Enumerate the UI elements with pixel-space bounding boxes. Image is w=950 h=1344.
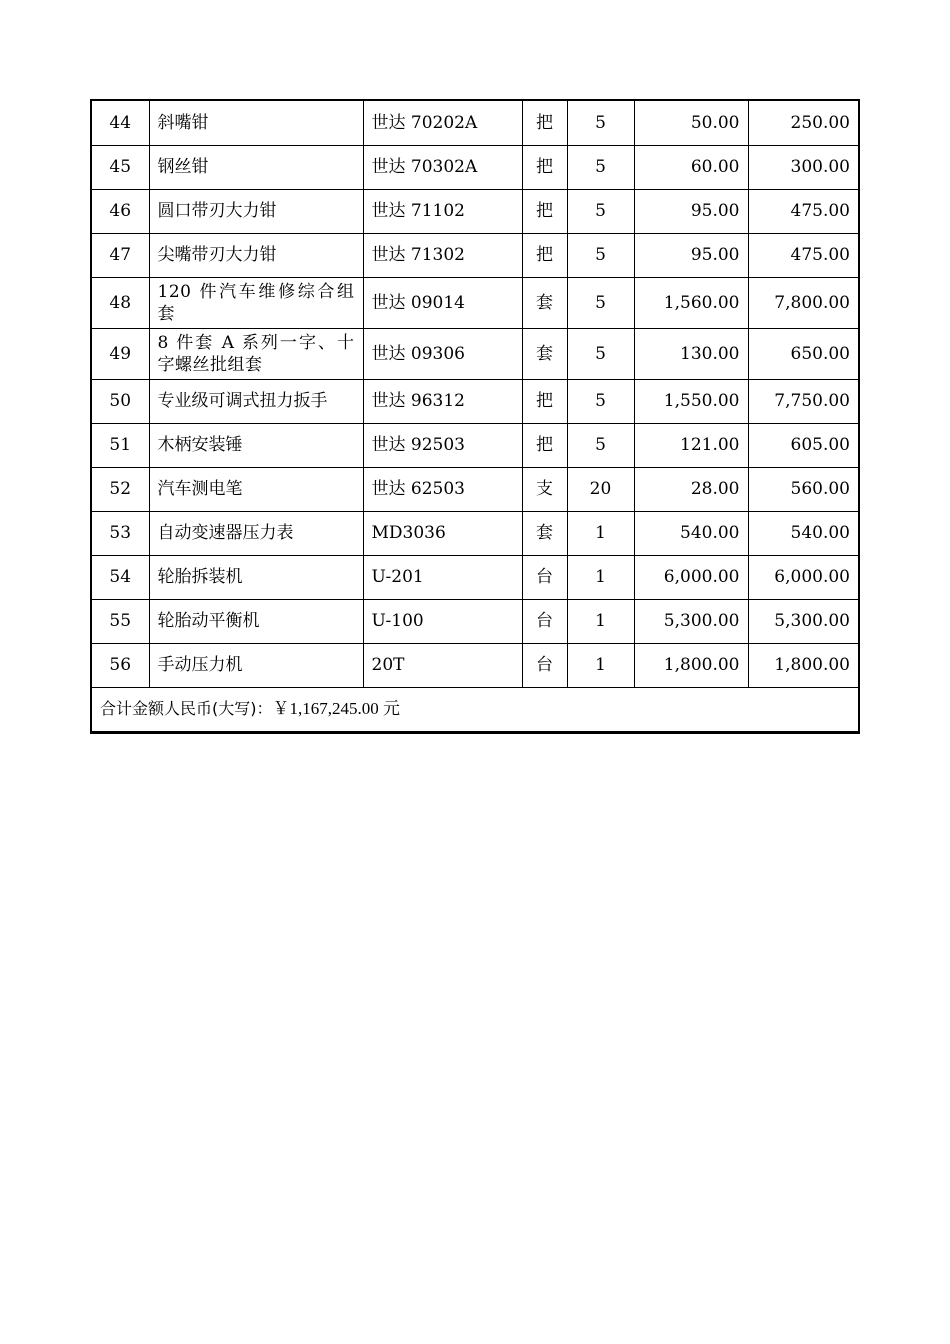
total-row — [92, 687, 858, 731]
table-row — [92, 379, 858, 423]
table-row — [92, 643, 858, 687]
item-unit-price: 28.00 — [634, 467, 748, 511]
item-quantity: 5 — [567, 423, 634, 467]
item-quantity: 5 — [567, 328, 634, 379]
item-quantity: 5 — [567, 233, 634, 277]
row-number: 45 — [92, 145, 149, 189]
table-row — [92, 328, 858, 379]
item-amount: 475.00 — [748, 233, 858, 277]
row-number: 50 — [92, 379, 149, 423]
row-number: 54 — [92, 555, 149, 599]
item-unit-price: 50.00 — [634, 101, 748, 145]
item-unit: 把 — [522, 379, 567, 423]
item-name: 斜嘴钳 — [149, 101, 363, 145]
row-number: 46 — [92, 189, 149, 233]
row-number: 47 — [92, 233, 149, 277]
item-name: 尖嘴带刃大力钳 — [149, 233, 363, 277]
item-unit-price: 1,550.00 — [634, 379, 748, 423]
item-model: 世达 71102 — [363, 189, 522, 233]
total-cell — [92, 687, 858, 731]
item-unit: 把 — [522, 145, 567, 189]
row-number: 52 — [92, 467, 149, 511]
item-name: 120 件汽车维修综合组套 — [149, 277, 363, 328]
item-amount: 650.00 — [748, 328, 858, 379]
item-model: 世达 70302A — [363, 145, 522, 189]
item-quantity: 5 — [567, 277, 634, 328]
item-unit: 套 — [522, 277, 567, 328]
table-row — [92, 467, 858, 511]
table-row — [92, 145, 858, 189]
item-quantity: 5 — [567, 145, 634, 189]
item-amount: 300.00 — [748, 145, 858, 189]
item-unit-price: 60.00 — [634, 145, 748, 189]
table-row — [92, 423, 858, 467]
row-number: 49 — [92, 328, 149, 379]
item-model: 世达 92503 — [363, 423, 522, 467]
item-amount: 475.00 — [748, 189, 858, 233]
item-quantity: 5 — [567, 101, 634, 145]
item-amount: 605.00 — [748, 423, 858, 467]
item-unit-price: 95.00 — [634, 189, 748, 233]
item-quantity: 5 — [567, 189, 634, 233]
item-name: 圆口带刃大力钳 — [149, 189, 363, 233]
row-number: 53 — [92, 511, 149, 555]
item-quantity: 5 — [567, 379, 634, 423]
item-model: 世达 71302 — [363, 233, 522, 277]
item-model: U-100 — [363, 599, 522, 643]
item-name: 木柄安装锤 — [149, 423, 363, 467]
item-model: 世达 70202A — [363, 101, 522, 145]
item-unit-price: 121.00 — [634, 423, 748, 467]
item-name: 汽车测电笔 — [149, 467, 363, 511]
table-row — [92, 101, 858, 145]
item-quantity: 1 — [567, 511, 634, 555]
table-body — [92, 101, 858, 731]
table-row — [92, 233, 858, 277]
item-unit-price: 5,300.00 — [634, 599, 748, 643]
total-label: 合计金额人民币(大写)： — [100, 699, 273, 718]
item-name: 自动变速器压力表 — [149, 511, 363, 555]
item-unit: 支 — [522, 467, 567, 511]
item-quantity: 20 — [567, 467, 634, 511]
item-amount: 7,800.00 — [748, 277, 858, 328]
table-row — [92, 511, 858, 555]
item-name: 手动压力机 — [149, 643, 363, 687]
item-unit: 台 — [522, 643, 567, 687]
item-model: 世达 09014 — [363, 277, 522, 328]
equipment-list-table-frame — [90, 99, 860, 734]
item-unit-price: 1,560.00 — [634, 277, 748, 328]
item-unit: 把 — [522, 101, 567, 145]
table-row — [92, 189, 858, 233]
row-number: 56 — [92, 643, 149, 687]
row-number: 51 — [92, 423, 149, 467]
item-name: 钢丝钳 — [149, 145, 363, 189]
item-amount: 1,800.00 — [748, 643, 858, 687]
item-amount: 6,000.00 — [748, 555, 858, 599]
item-name: 轮胎拆装机 — [149, 555, 363, 599]
item-model: 世达 09306 — [363, 328, 522, 379]
row-number: 48 — [92, 277, 149, 328]
table-row — [92, 277, 858, 328]
item-quantity: 1 — [567, 599, 634, 643]
item-model: 世达 96312 — [363, 379, 522, 423]
item-unit: 台 — [522, 599, 567, 643]
item-unit: 把 — [522, 233, 567, 277]
item-quantity: 1 — [567, 643, 634, 687]
table-row — [92, 599, 858, 643]
item-name: 轮胎动平衡机 — [149, 599, 363, 643]
item-unit-price: 130.00 — [634, 328, 748, 379]
item-model: 世达 62503 — [363, 467, 522, 511]
item-amount: 540.00 — [748, 511, 858, 555]
item-unit: 台 — [522, 555, 567, 599]
table-row — [92, 555, 858, 599]
item-unit-price: 95.00 — [634, 233, 748, 277]
item-model: U-201 — [363, 555, 522, 599]
item-amount: 5,300.00 — [748, 599, 858, 643]
item-amount: 7,750.00 — [748, 379, 858, 423]
equipment-list-table — [92, 101, 858, 732]
item-name: 专业级可调式扭力扳手 — [149, 379, 363, 423]
item-quantity: 1 — [567, 555, 634, 599]
item-unit: 把 — [522, 189, 567, 233]
item-amount: 560.00 — [748, 467, 858, 511]
item-amount: 250.00 — [748, 101, 858, 145]
item-model: MD3036 — [363, 511, 522, 555]
item-unit: 把 — [522, 423, 567, 467]
item-unit: 套 — [522, 511, 567, 555]
total-value: ￥1,167,245.00 元 — [272, 699, 400, 718]
item-name: 8 件套 A 系列一字、十字螺丝批组套 — [149, 328, 363, 379]
item-unit-price: 6,000.00 — [634, 555, 748, 599]
row-number: 44 — [92, 101, 149, 145]
item-model: 20T — [363, 643, 522, 687]
item-unit-price: 1,800.00 — [634, 643, 748, 687]
row-number: 55 — [92, 599, 149, 643]
item-unit: 套 — [522, 328, 567, 379]
item-unit-price: 540.00 — [634, 511, 748, 555]
